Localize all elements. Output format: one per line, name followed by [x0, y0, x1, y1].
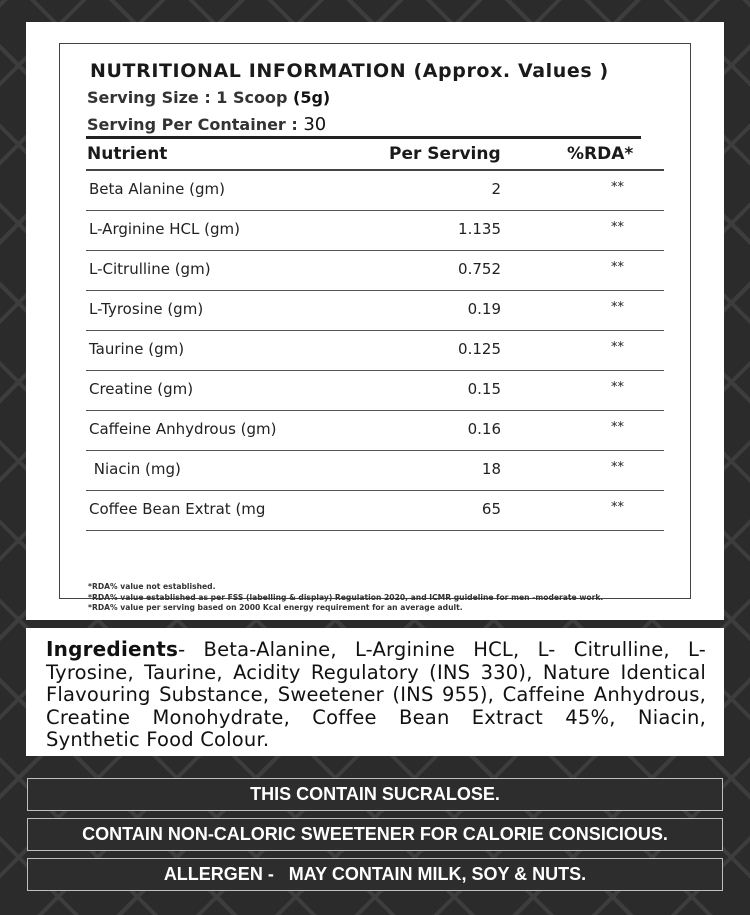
serving-size: [87, 88, 330, 107]
row-nutrient: L-Arginine HCL (gm): [89, 220, 240, 238]
row-nutrient: L-Citrulline (gm): [89, 260, 211, 278]
serving-per-container-value: 30: [303, 114, 327, 135]
row-rda: **: [611, 420, 624, 435]
nutrition-title: NUTRITIONAL INFORMATION (Approx. Values ): [90, 60, 609, 82]
row-per-serving: 1.135: [458, 220, 501, 238]
notice-sweetener: CONTAIN NON-CALORIC SWEETENER FOR CALORIE CONSICIOUS.: [27, 818, 723, 851]
row-rda: **: [611, 300, 624, 315]
footnote: *RDA% value per serving based on 2000 Kcal energy requirement for an average adult.: [88, 603, 463, 613]
footnotes: [88, 582, 688, 614]
nutrition-table-frame: [59, 43, 691, 613]
ingredients-text: - Beta-Alanine, L-Arginine HCL, L- Citrulline, L- Tyrosine, Taurine, Acidity Regulatory (INS 330), Nature Identical Flavouring Substance, Sweetener (INS 955), Caffeine Anhydrous, Creatine Monohydrate, Coffee Bean Extract 45%, Niacin, Synthetic Food Colour.: [46, 638, 706, 751]
row-per-serving: 0.19: [467, 300, 501, 318]
header-nutrient: Nutrient: [87, 144, 168, 164]
row-per-serving: 0.125: [458, 340, 501, 358]
serving-per-container-label: Serving Per Container :: [87, 115, 304, 134]
footnote: *RDA% value not established.: [88, 582, 216, 591]
row-rda: **: [611, 380, 624, 395]
serving-per-container: [87, 114, 326, 135]
ingredients-panel: [26, 628, 724, 756]
row-rda: **: [611, 340, 624, 355]
table-row: [86, 411, 664, 451]
ingredients-paragraph: [46, 638, 706, 752]
row-nutrient: Beta Alanine (gm): [89, 180, 225, 198]
header-per-serving: Per Serving: [389, 144, 501, 164]
row-per-serving: 0.16: [467, 420, 501, 438]
row-per-serving: 0.752: [458, 260, 501, 278]
serving-size-value: (5g): [293, 88, 331, 107]
table-row: [86, 171, 664, 211]
serving-size-label: Serving Size : 1 Scoop: [87, 88, 294, 107]
footnote: *RDA% value established as per FSS (labelling & display) Regulation 2020, and ICMR guideline for men -moderate work.: [88, 592, 604, 602]
row-per-serving: 18: [481, 460, 501, 478]
row-per-serving: 2: [491, 180, 501, 198]
row-nutrient: Taurine (gm): [89, 340, 185, 358]
row-nutrient: Caffeine Anhydrous (gm): [89, 420, 277, 438]
row-rda: **: [611, 220, 624, 235]
nutrition-panel: [26, 22, 724, 620]
row-nutrient: Niacin (mg): [89, 460, 181, 478]
table-row: [86, 371, 664, 411]
table-row: [86, 211, 664, 251]
table-row: [86, 491, 664, 531]
table-row: [86, 251, 664, 291]
row-per-serving: 65: [481, 500, 501, 518]
table-row: [86, 331, 664, 371]
notice-allergen: ALLERGEN - MAY CONTAIN MILK, SOY & NUTS.: [27, 858, 723, 891]
header-rda: %RDA*: [567, 144, 634, 164]
table-row: [86, 291, 664, 331]
row-rda: **: [611, 460, 624, 475]
row-nutrient: L-Tyrosine (gm): [89, 300, 204, 318]
row-nutrient: Creatine (gm): [89, 380, 194, 398]
table-row: [86, 451, 664, 491]
ingredients-label: Ingredients: [46, 637, 179, 661]
row-nutrient: Coffee Bean Extrat (mg: [89, 500, 266, 518]
row-rda: **: [611, 260, 624, 275]
row-rda: **: [611, 180, 624, 195]
notice-sucralose: THIS CONTAIN SUCRALOSE.: [27, 778, 723, 811]
row-per-serving: 0.15: [467, 380, 501, 398]
header-divider: [86, 136, 641, 139]
row-rda: **: [611, 500, 624, 515]
